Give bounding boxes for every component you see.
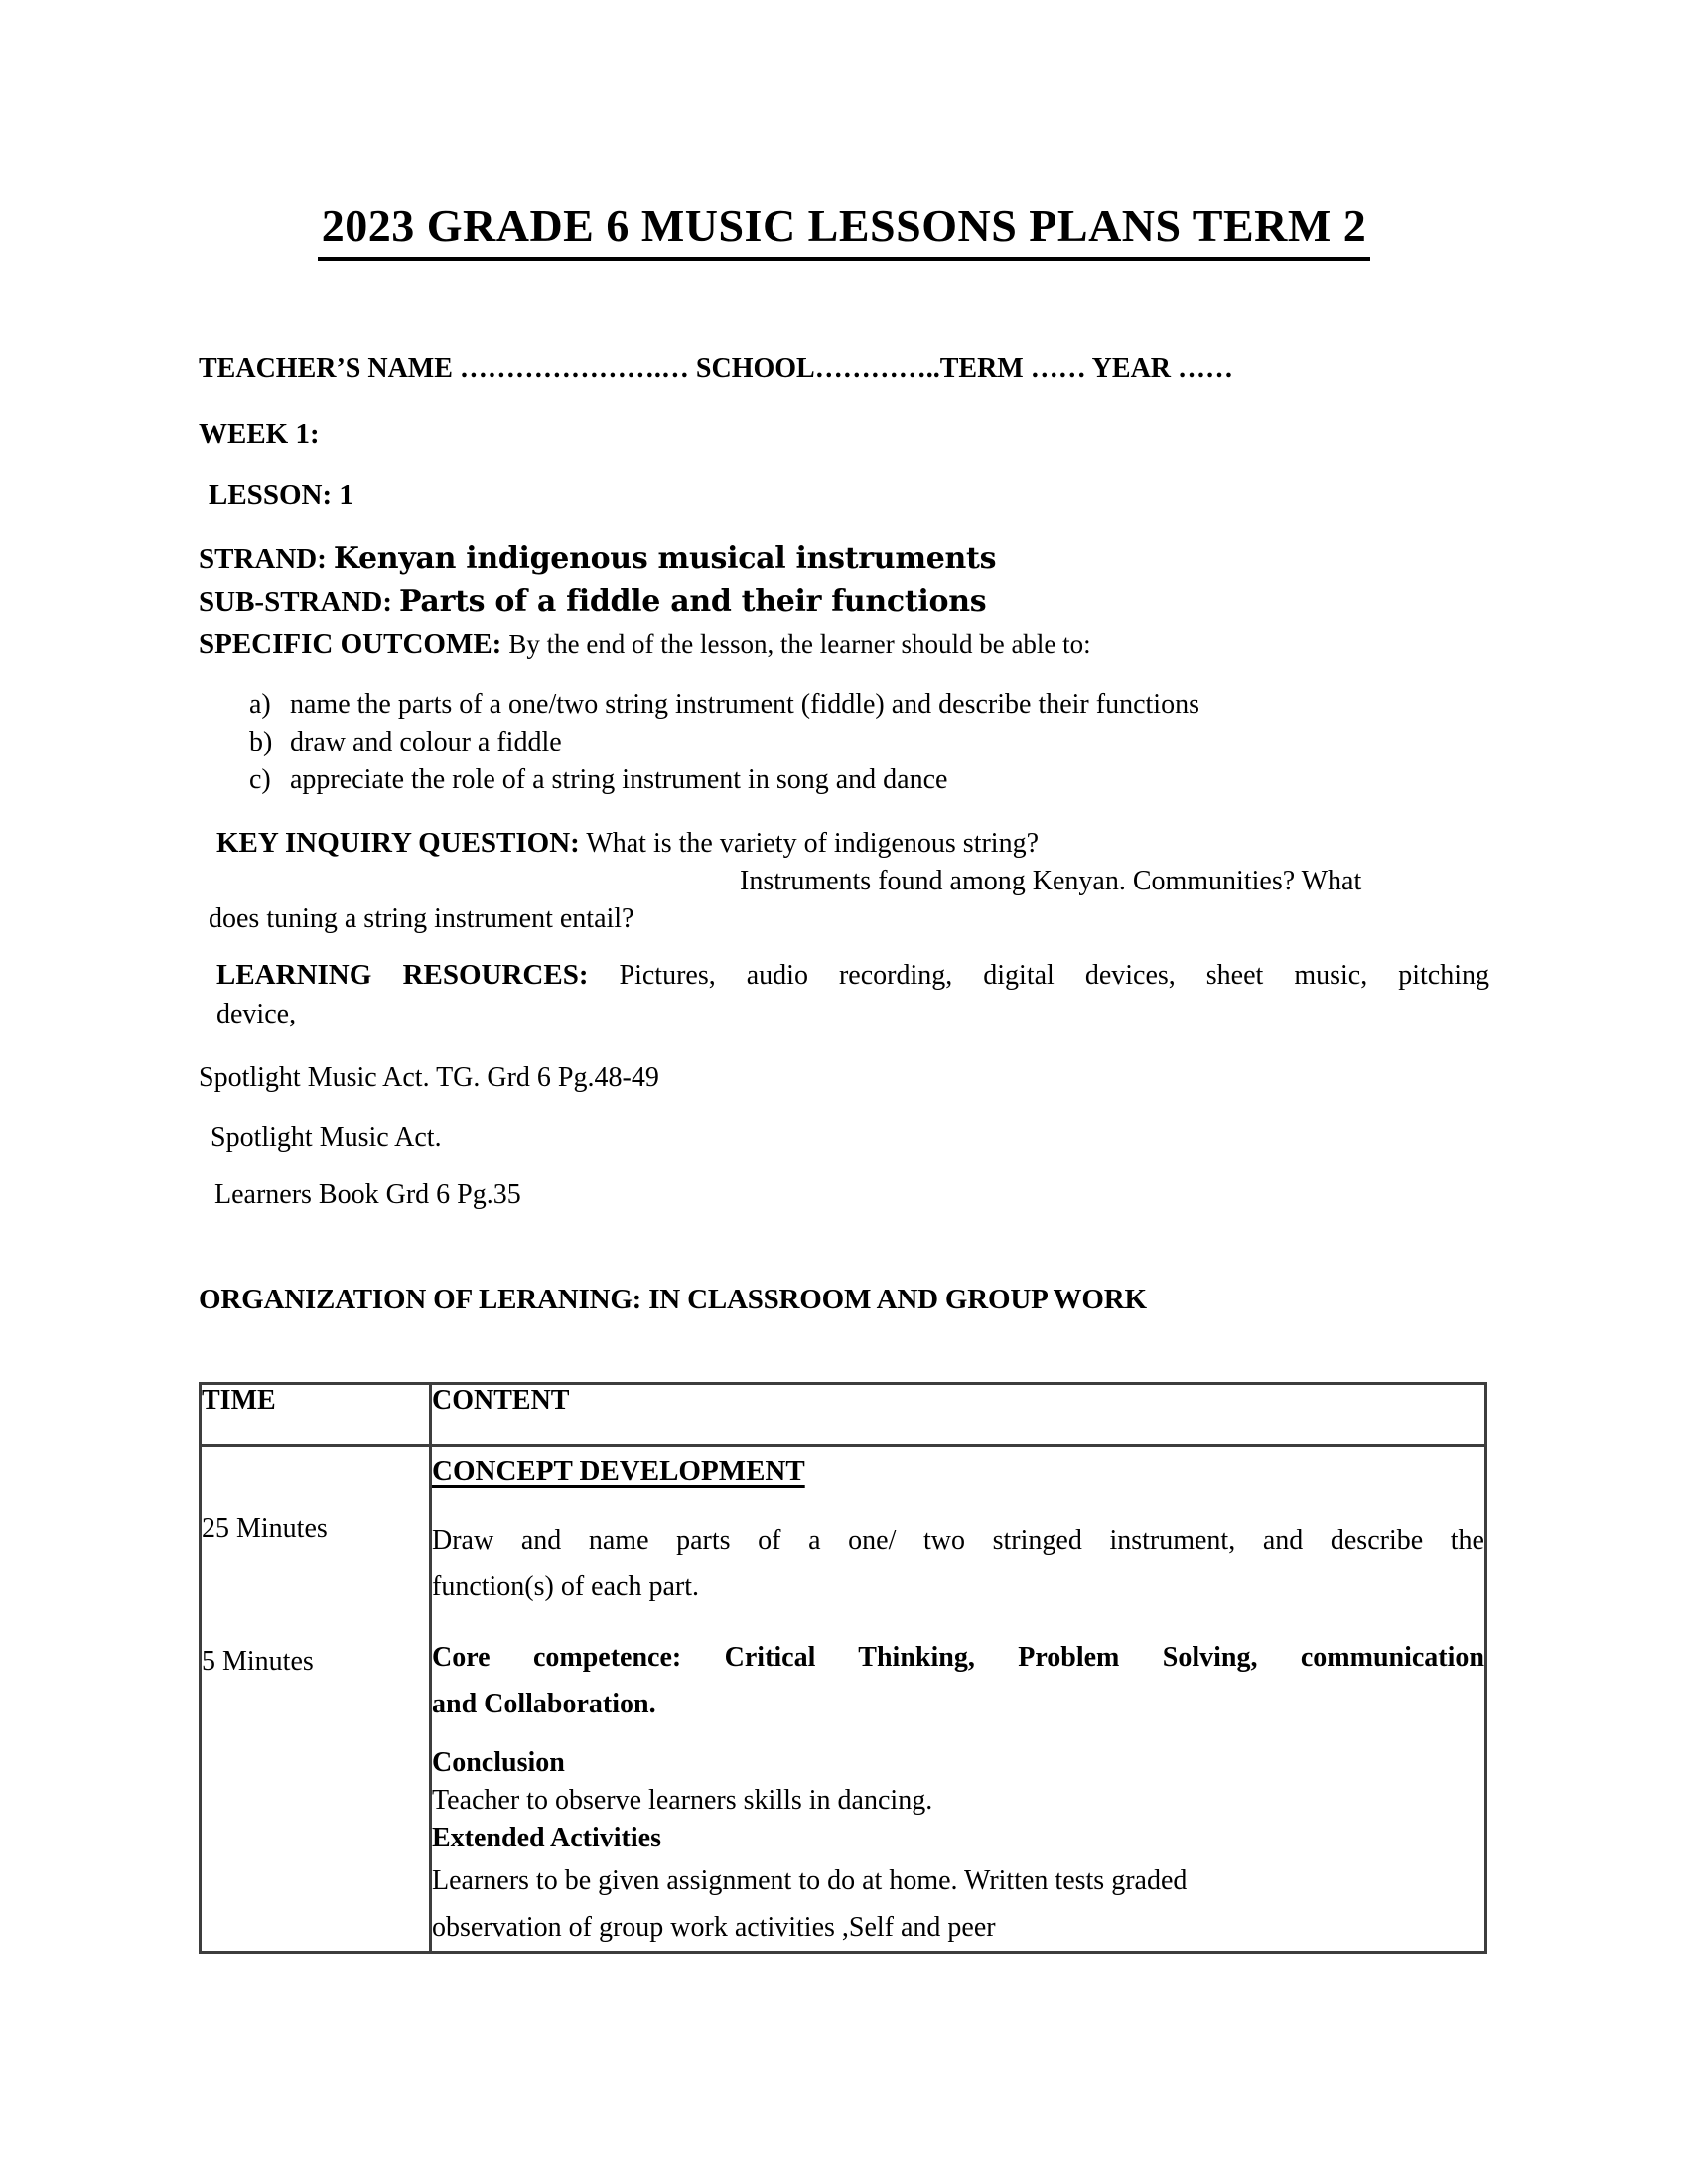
key-inquiry-label: KEY INQUIRY QUESTION: [216,827,580,859]
extended-activities-line: observation of group work activities ,Self and peer [432,1912,996,1943]
activity-line: Draw and name parts of a one/ two stringed instrument, and describe the [432,1525,1484,1556]
table-header-row [201,1384,1486,1446]
objective-item [199,724,1489,761]
time-cell [201,1446,431,1953]
time-entry: 25 Minutes [202,1513,328,1544]
table-body-row [201,1446,1486,1953]
strand-line [199,538,1489,581]
key-inquiry-question-text: What is the variety of indigenous string? [586,828,1039,859]
strand-section [199,538,1489,666]
objective-marker: b) [249,727,273,757]
strand-label: STRAND: [199,543,327,575]
activity-description [432,1517,1484,1610]
core-competence-line: and Collaboration. [432,1689,656,1719]
lesson-table [199,1382,1487,1954]
week-label: WEEK 1: [199,418,320,450]
concept-development-heading: CONCEPT DEVELOPMENT [432,1455,805,1487]
substrand-value: Parts of a fiddle and their functions [398,584,987,618]
strand-value: Kenyan indigenous musical instruments [333,541,997,576]
specific-outcome-intro: By the end of the lesson, the learner should be able to: [508,629,1091,659]
objective-text: draw and colour a fiddle [290,727,562,757]
key-inquiry-line1 [216,824,1489,863]
specific-outcome-label: SPECIFIC OUTCOME: [199,628,502,660]
extended-activities-text [432,1857,1484,1951]
content-cell [431,1446,1486,1953]
table-header-time: TIME [201,1384,431,1446]
objective-text: name the parts of a one/two string instrument (fiddle) and describe their functions [290,689,1199,720]
page-title: 2023 GRADE 6 MUSIC LESSONS PLANS TERM 2 [318,199,1371,261]
conclusion-text: Teacher to observe learners skills in dancing. [432,1785,933,1816]
learning-resources-line2: device, [216,999,297,1029]
objective-marker: a) [249,689,271,720]
page-content [199,0,1489,1954]
objectives-list [199,686,1489,799]
learning-resources-label: LEARNING RESOURCES: [216,959,589,991]
specific-outcome-line [199,623,1489,666]
key-inquiry-line2: Instruments found among Kenyan. Communities? What [740,866,1362,896]
resource-reference: Spotlight Music Act. TG. Grd 6 Pg.48-49 [199,1062,659,1093]
key-inquiry-paragraph [209,824,1489,938]
lesson-label: LESSON: 1 [209,479,353,511]
title-row [199,199,1489,261]
substrand-label: SUB-STRAND: [199,586,392,617]
table-header-content: CONTENT [431,1384,1486,1446]
time-entry: 5 Minutes [202,1646,314,1677]
objective-marker: c) [249,764,271,795]
resource-reference: Spotlight Music Act. [211,1122,442,1153]
extended-activities-line: Learners to be given assignment to do at home. Written tests graded [432,1865,1188,1896]
key-inquiry-line3: does tuning a string instrument entail? [209,903,634,934]
substrand-line [199,581,1489,623]
core-competence-line: Core competence: Critical Thinking, Problem Solving, communication [432,1642,1484,1673]
learning-resources-paragraph [216,956,1489,1033]
learning-resources-text: Pictures, audio recording, digital devices, sheet music, pitching [619,960,1489,991]
activity-line: function(s) of each part. [432,1571,699,1602]
extended-activities-heading: Extended Activities [432,1823,661,1853]
objective-item [199,761,1489,799]
resource-reference: Learners Book Grd 6 Pg.35 [214,1179,521,1210]
core-competence [432,1634,1484,1727]
conclusion-heading: Conclusion [432,1747,565,1778]
objective-item [199,686,1489,724]
learning-resources-line1 [216,956,1489,995]
objective-text: appreciate the role of a string instrument in song and dance [290,764,948,795]
organization-heading: ORGANIZATION OF LERANING: IN CLASSROOM AND GROUP WORK [199,1284,1147,1315]
teacher-school-term-year-line: TEACHER’S NAME ………………….… SCHOOL…………..TERM …… YEAR …… [199,353,1234,384]
